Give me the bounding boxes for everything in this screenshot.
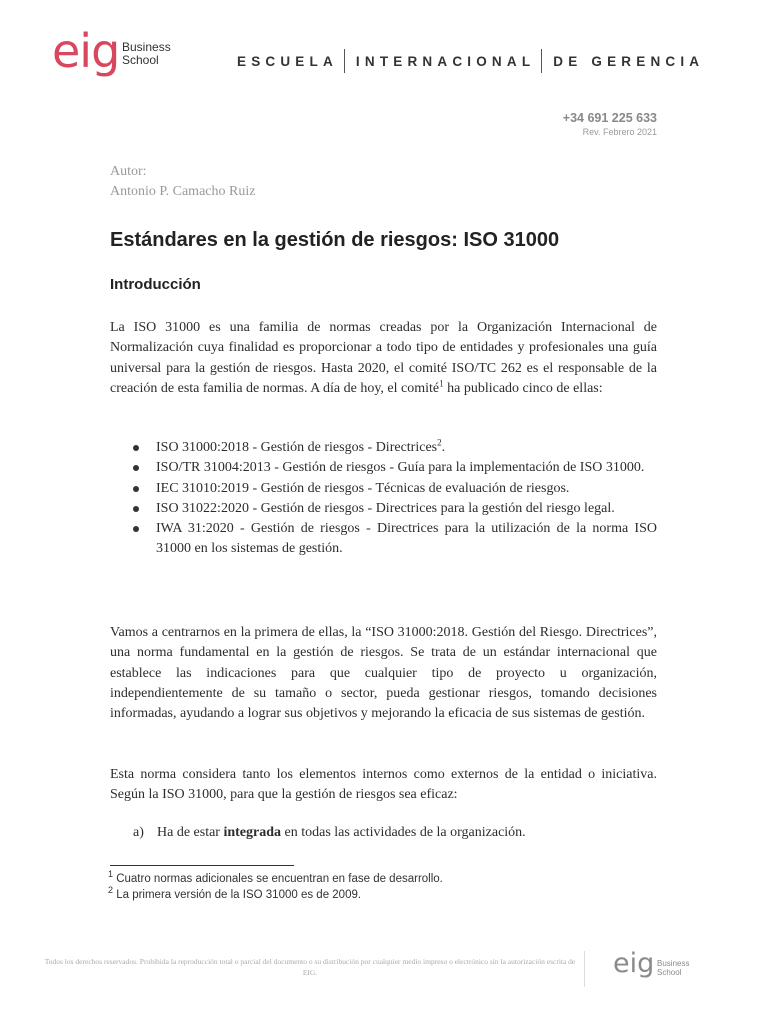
intro-text: La ISO 31000 es una familia de normas creadas por la Organización Internacional de Normalización cuya finalidad es proporcionar a todo tipo de entidades y profesionales una guía universal para la gestión de riesgos. Hasta 2020, el comité ISO/TC 262 es el responsable de la creación de esta familia de normas. A día de hoy, el comité (110, 320, 657, 396)
eig-logo-mark: eig (52, 24, 120, 78)
school-word-escuela: ESCUELA (237, 53, 338, 69)
item-marker: a) (133, 825, 144, 840)
author-name: Antonio P. Camacho Ruiz (110, 184, 256, 199)
logo-subtitle (122, 41, 171, 67)
footnote-mark: 1 (108, 869, 114, 880)
item-text-end: en todas las actividades de la organización. (281, 825, 526, 840)
phone-number: +34 691 225 633 (562, 111, 657, 125)
iso31000-paragraph: Vamos a centrarnos en la primera de ellas, la “ISO 31000:2018. Gestión del Riesgo. Directrices”, una norma fundamental en la gestión de riesgos. Se trata de un estándar internacional que establece las indicaciones para que cualquier tipo de proyecto u organización, independientemente de su tamaño o sector, pueda gestionar riesgos, tomando decisiones informadas, ayudando a lograr sus objetivos y mejorando la eficacia de sus sistemas de gestión. (110, 625, 657, 722)
footer-logo-line-business: Business (657, 959, 690, 968)
document-title: Estándares en la gestión de riesgos: ISO 31000 (110, 229, 560, 251)
author-label: Autor: (110, 164, 147, 179)
footnote-ref: 1 (439, 378, 444, 389)
standard-text: ISO 31022:2020 - Gestión de riesgos - Directrices para la gestión del riesgo legal. (156, 500, 615, 516)
bullet-icon (133, 486, 139, 492)
footer-logo-subtitle (657, 959, 689, 977)
list-item (110, 499, 657, 519)
footnote-ref: 2 (437, 437, 442, 448)
footnote-divider (110, 865, 294, 866)
intro-paragraph (110, 318, 657, 399)
school-name (237, 49, 704, 73)
footnote-mark: 2 (108, 885, 114, 896)
standard-text: IEC 31010:2019 - Gestión de riesgos - Técnicas de evaluación de riesgos. (156, 480, 570, 496)
list-item (110, 519, 657, 560)
list-item (110, 479, 657, 499)
logo-line-business: Business (122, 40, 171, 54)
standard-text: ISO 31000:2018 - Gestión de riesgos - Directrices (156, 440, 438, 455)
bullet-icon (133, 506, 139, 512)
standard-text: IWA 31:2020 - Gestión de riesgos - Directrices para la utilización de la norma ISO 31000 en los sistemas de gestión. (156, 521, 657, 557)
separator (541, 49, 542, 73)
bullet-icon (133, 465, 139, 471)
footnote-2 (108, 885, 362, 901)
revision-date: Rev. Febrero 2021 (582, 127, 657, 137)
standards-list (110, 438, 657, 560)
list-item (110, 458, 657, 478)
footnote-text: La primera versión de la ISO 31000 es de 2009. (113, 889, 362, 901)
bullet-icon (133, 526, 139, 532)
footnote-1 (108, 869, 443, 885)
standard-text: ISO/TR 31004:2013 - Gestión de riesgos - Guía para la implementación de ISO 31000. (156, 460, 645, 476)
effectiveness-paragraph: Esta norma considera tanto los elementos internos como externos de la entidad o iniciativa. Según la ISO 31000, para que la gestión de riesgos sea eficaz: (110, 767, 657, 803)
footnote-text: Cuatro normas adicionales se encuentran en fase de desarrollo. (113, 873, 443, 885)
item-text: Ha de estar (157, 825, 224, 840)
principle-item-a (133, 825, 526, 841)
list-item (110, 438, 657, 458)
school-word-internacional: INTERNACIONAL (355, 53, 536, 69)
bullet-icon (133, 445, 139, 451)
rights-notice: Todos los derechos reservados. Prohibida la reproducción total o parcial del documento o su distribución por cualquier medio impreso o electrónico sin la autorización escrita de EIG. (44, 957, 576, 977)
intro-text-end: ha publicado cinco de ellas: (443, 380, 603, 396)
separator (344, 49, 345, 73)
footer-logo-line-school: School (657, 968, 682, 977)
standard-tail: . (441, 440, 446, 455)
school-word-gerencia: DE GERENCIA (553, 53, 705, 69)
footer-divider (584, 951, 585, 987)
footer-logo-mark: eig (613, 948, 655, 979)
logo-line-school: School (122, 53, 159, 67)
item-bold-text: integrada (223, 825, 282, 840)
section-heading: Introducción (110, 276, 201, 293)
